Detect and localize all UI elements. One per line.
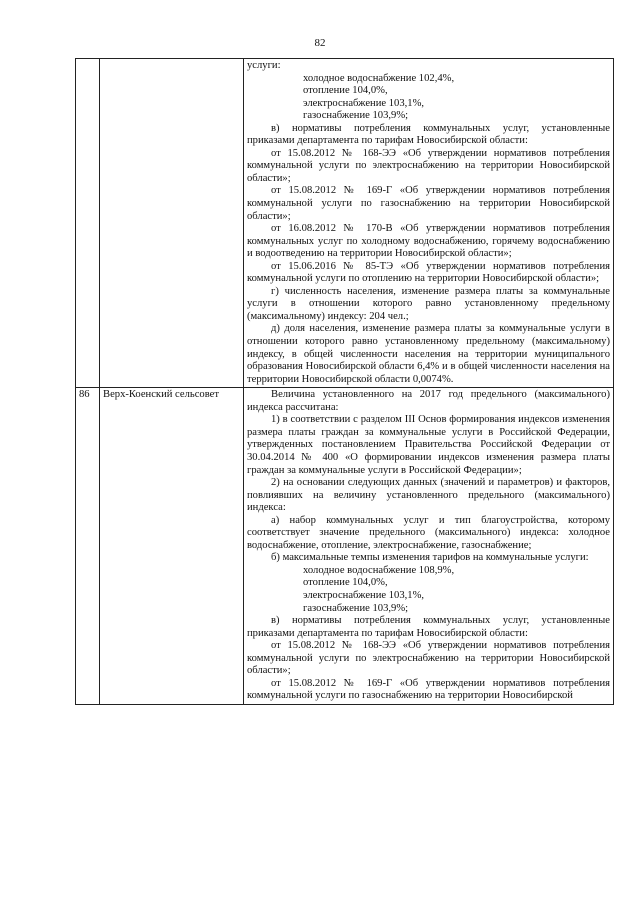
paragraph: в) нормативы потребления коммунальных услуг, установленные приказами департамента по тарифам Новосибирской области: xyxy=(247,122,610,147)
paragraph: газоснабжение 103,9%; xyxy=(303,602,409,614)
row-number xyxy=(76,59,100,388)
paragraph: холодное водоснабжение 102,4%, xyxy=(303,72,455,84)
paragraph: электроснабжение 103,1%, xyxy=(303,589,425,601)
document-table xyxy=(75,58,614,705)
paragraph: а) набор коммунальных услуг и тип благоустройства, которому соответствует значение предельного (максимального) индекса: холодное водоснабжение, отопление, электроснабжение, газоснабжение; xyxy=(247,514,610,551)
paragraph: б) максимальные темпы изменения тарифов на коммунальные услуги: xyxy=(271,552,589,564)
paragraph: электроснабжение 103,1%, xyxy=(303,97,425,109)
paragraph: Величина установленного на 2017 год предельного (максимального) индекса рассчитана: xyxy=(247,389,610,413)
paragraph: отопление 104,0%, xyxy=(303,577,388,589)
paragraph: отопление 104,0%, xyxy=(303,85,388,97)
paragraph: газоснабжение 103,9%; xyxy=(303,110,409,122)
paragraph: 2) на основании следующих данных (значений и параметров) и факторов, повлиявших на величину установленного предельного (максимального) индекса: xyxy=(247,477,610,514)
paragraph: г) численность населения, изменение размера платы за коммунальные услуги в отношении которого равно установленному предельному (максимальному) индексу: 204 чел.; xyxy=(247,285,610,322)
paragraph: от 15.08.2012 № 168-ЭЭ «Об утверждении нормативов потребления коммунальной услуги по электроснабжению на территории Новосибирской области»; xyxy=(247,147,610,184)
table-row xyxy=(76,59,614,388)
paragraph: в) нормативы потребления коммунальных услуг, установленные приказами департамента по тарифам Новосибирской области: xyxy=(247,615,610,639)
row-number: 86 xyxy=(76,388,100,705)
paragraph: от 15.08.2012 № 169-Г «Об утверждении нормативов потребления коммунальной услуги по газоснабжению на территории Новосибирской xyxy=(247,677,610,702)
paragraph: от 15.06.2016 № 85-ТЭ «Об утверждении нормативов потребления коммунальной услуги по отоплению на территории Новосибирской области»; xyxy=(247,260,610,285)
paragraph: услуги: xyxy=(247,60,281,71)
index-description xyxy=(244,59,614,388)
paragraph: 1) в соответствии с разделом III Основ формирования индексов изменения размера платы граждан за коммунальные услуги в Российской Федерации, утвержденных постановлением Правительства Российской Федерации от 30.04.2014 № 400 «О формировании индексов изменения размера платы граждан за коммунальные услуги в Российской Федерации»; xyxy=(247,414,610,476)
index-description xyxy=(244,388,614,705)
paragraph: холодное водоснабжение 108,9%, xyxy=(303,564,455,576)
paragraph: от 15.08.2012 № 169-Г «Об утверждении нормативов потребления коммунальной услуги по газоснабжению на территории Новосибирской области»; xyxy=(247,185,610,222)
page-number: 82 xyxy=(314,37,326,49)
municipality-name xyxy=(100,59,244,388)
paragraph: от 16.08.2012 № 170-В «Об утверждении нормативов потребления коммунальных услуг по холодному водоснабжению, горячему водоснабжению и водоотведению на территории Новосибирской области»; xyxy=(247,223,610,260)
table-row xyxy=(76,388,614,705)
paragraph: от 15.08.2012 № 168-ЭЭ «Об утверждении нормативов потребления коммунальной услуги по электроснабжению на территории Новосибирской области»; xyxy=(247,640,610,677)
municipality-name: Верх-Коенский сельсовет xyxy=(100,388,244,705)
paragraph: д) доля населения, изменение размера платы за коммунальные услуги в отношении которого равно установленному предельному (максимальному) индексу, в общей численности населения на территории муниципального образования Новосибирской области 6,4% и в общей численности населения на территории Новосибирской области 0,0074%. xyxy=(247,323,610,385)
